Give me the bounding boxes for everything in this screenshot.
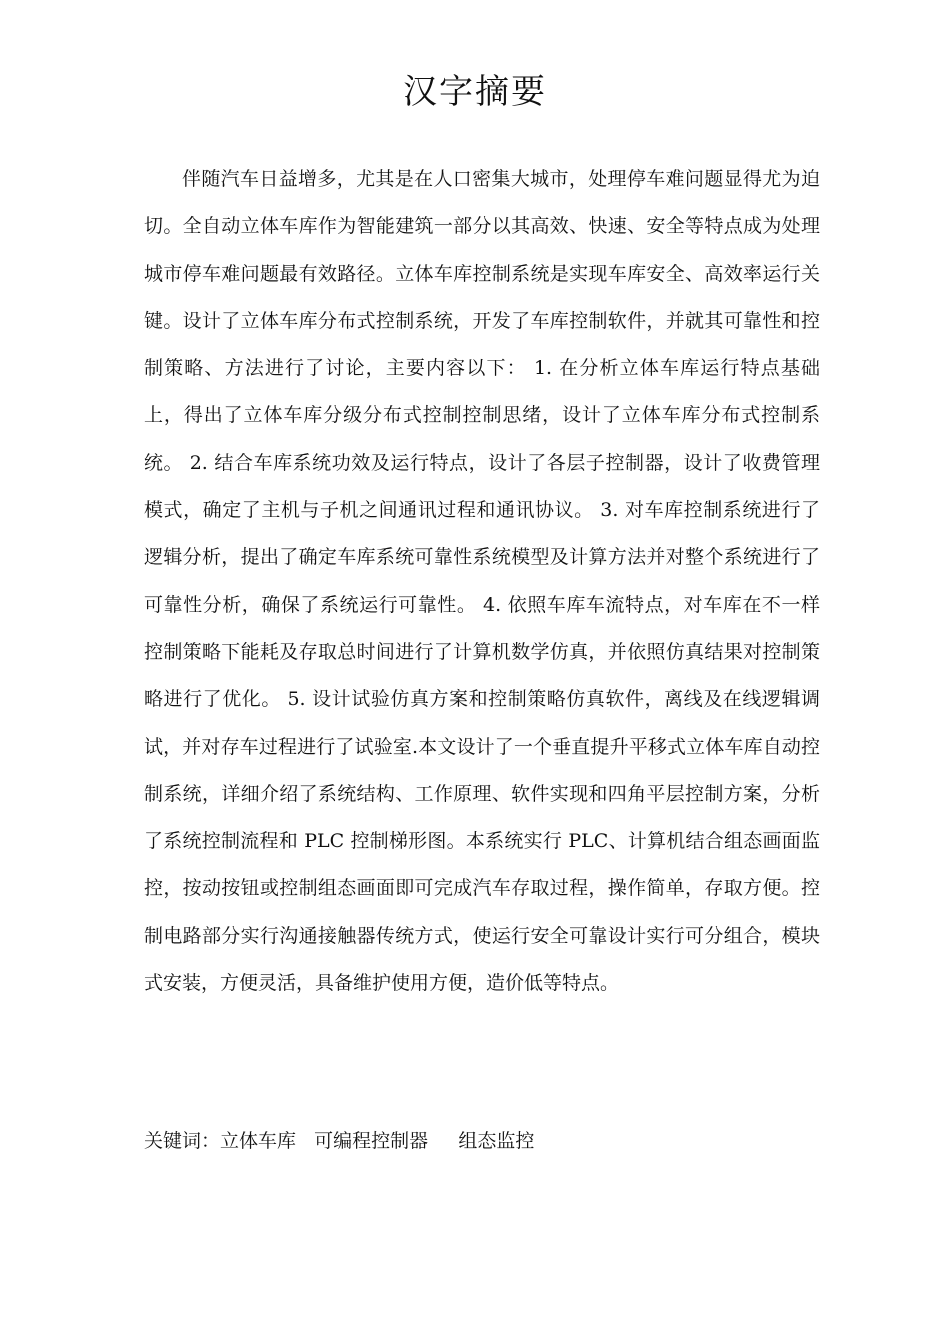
page-title: 汉字摘要 bbox=[403, 72, 547, 112]
keywords-line: 关键词：立体车库 可编程控制器 组态监控 bbox=[144, 1130, 535, 1152]
abstract-paragraph: 伴随汽车日益增多，尤其是在人口密集大城市，处理停车难问题显得尤为迫切。全自动立体车库作为智能建筑一部分以其高效、快速、安全等特点成为处理城市停车难问题最有效路径。立体车库控制系统是实现车库安全、高效率运行关键。设计了立体车库分布式控制系统，开发了车库控制软件，并就其可靠性和控制策略、方法进行了讨论，主要内容以下： 1. 在分析立体车库运行特点基础上，得出了立体车库分级分布式控制控制思绪，设计了立体车库分布式控制系统。 2. 结合车库系统功效及运行特点，设计了各层子控制器，设计了收费管理模式，确定了主机与子机之间通讯过程和通讯协议。 3. 对车库控制系统进行了逻辑分析，提出了确定车库系统可靠性系统模型及计算方法并对整个系统进行了可靠性分析，确保了系统运行可靠性。 4. 依照车库车流特点，对车库在不一样控制策略下能耗及存取总时间进行了计算机数学仿真，并依照仿真结果对控制策略进行了优化。 5. 设计试验仿真方案和控制策略仿真软件，离线及在线逻辑调试，并对存车过程进行了试验室.本文设计了一个垂直提升平移式立体车库自动控制系统，详细介绍了系统结构、工作原理、软件实现和四角平层控制方案，分析了系统控制流程和 PLC 控制梯形图。本系统实行 PLC、计算机结合组态画面监控，按动按钮或控制组态画面即可完成汽车存取过程，操作简单，存取方便。控制电路部分实行沟通接触器传统方式，使运行安全可靠设计实行可分组合，模块式安装，方便灵活，具备维护使用方便，造价低等特点。 bbox=[144, 168, 820, 995]
